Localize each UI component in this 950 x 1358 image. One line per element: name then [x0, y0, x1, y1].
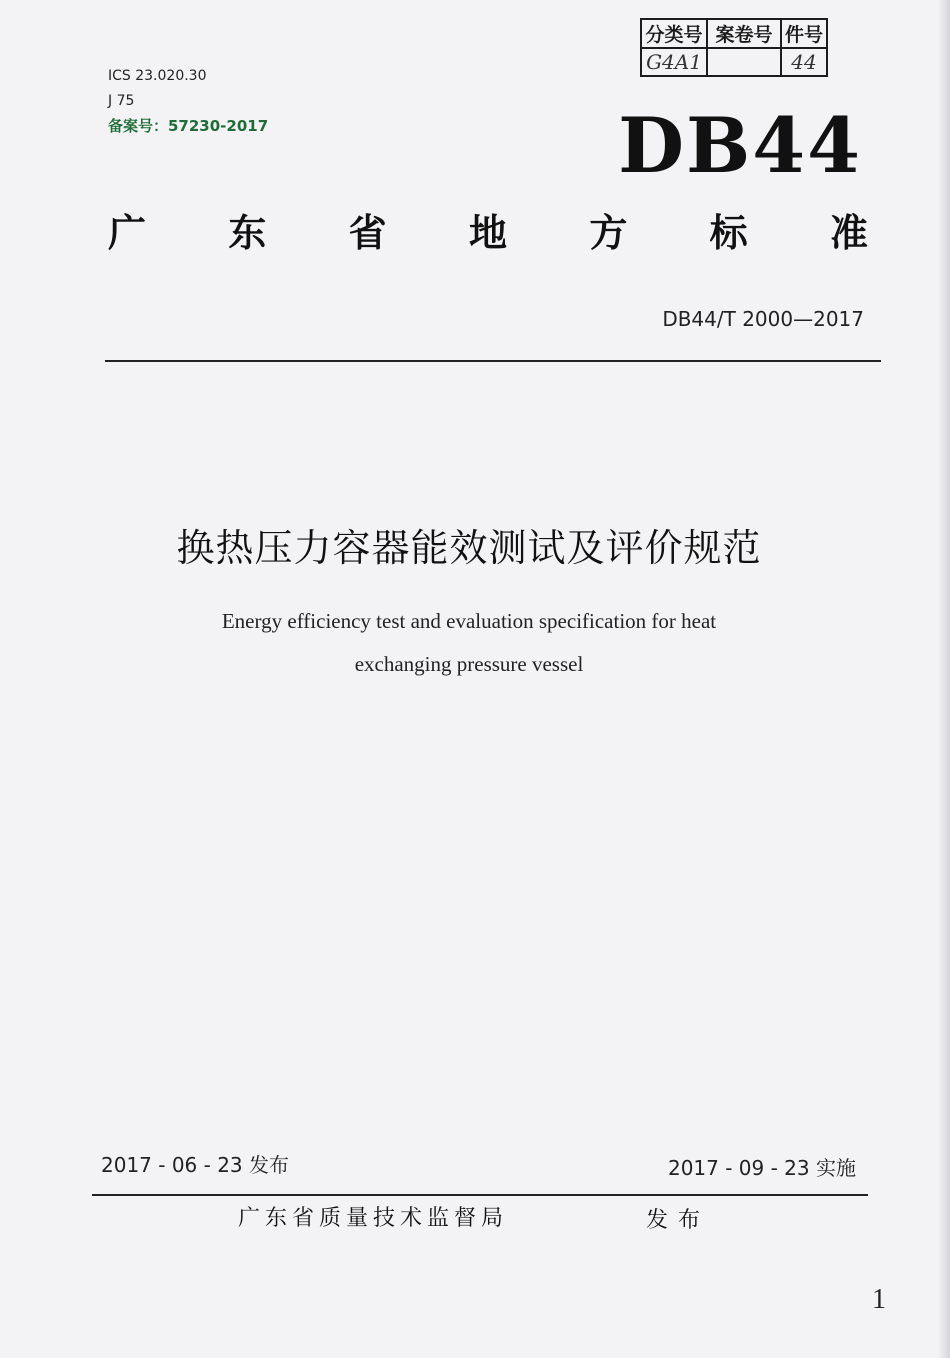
issue-label: 发布 [646, 1208, 711, 1233]
stamp-header-category: 分类号 [641, 19, 707, 48]
stamp-value-category: G4A1 [641, 48, 707, 76]
page-number: 1 [872, 1284, 886, 1315]
ccs-code: J 75 [108, 93, 135, 109]
stamp-header-file: 案卷号 [707, 19, 781, 48]
chinese-title: 换热压力容器能效测试及评价规范 [176, 526, 762, 570]
top-divider [105, 360, 881, 362]
standard-type-char: 东 [228, 211, 267, 255]
filing-number: 备案号：57230-2017 [108, 117, 269, 135]
standard-type-char: 方 [589, 211, 628, 255]
bottom-divider [92, 1194, 868, 1196]
scan-edge-shadow [938, 0, 950, 1358]
ics-code: ICS 23.020.30 [108, 68, 207, 84]
standard-type-char: 准 [829, 211, 868, 255]
issuing-authority: 广东省质量技术监督局 [238, 1206, 509, 1231]
stamp-value-item: 44 [781, 48, 827, 76]
standard-type-char: 省 [348, 211, 387, 255]
english-title [100, 600, 838, 686]
stamp-header-item: 件号 [781, 19, 827, 48]
english-title-line-2: exchanging pressure vessel [354, 652, 584, 676]
standard-type-char: 地 [468, 211, 507, 255]
implementation-date: 2017 - 09 - 23 实施 [667, 1156, 856, 1180]
issue-date: 2017 - 06 - 23 发布 [101, 1153, 290, 1177]
stamp-value-file [707, 48, 781, 76]
archive-stamp [640, 18, 828, 77]
english-title-line-1: Energy efficiency test and evaluation specification for heat [221, 609, 717, 633]
classification-info [108, 64, 268, 139]
standard-type-char: 标 [709, 211, 748, 255]
standard-type-heading [108, 208, 868, 258]
standard-type-char: 广 [108, 211, 147, 255]
standard-code: DB44/T 2000—2017 [662, 307, 864, 331]
standard-mark: DB44 [618, 101, 862, 190]
